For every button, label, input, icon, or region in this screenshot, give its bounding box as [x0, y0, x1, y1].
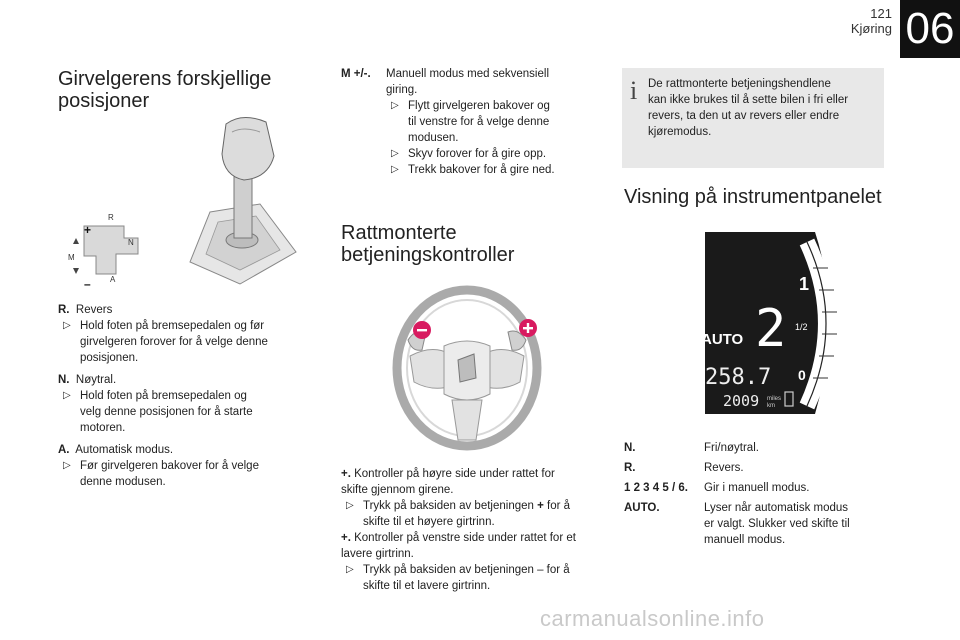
title-line: Girvelgerens forskjellige — [58, 68, 272, 90]
definition-row — [624, 480, 884, 496]
bullet — [386, 98, 555, 146]
list-item — [58, 372, 310, 436]
info-text — [648, 76, 878, 140]
bullet-line: denne modusen. — [80, 476, 166, 488]
bullet-marker-icon: ▷ — [63, 460, 71, 471]
bullet-marker-icon: ▷ — [63, 390, 71, 401]
fuel-half-label: 1/2 — [795, 322, 808, 332]
page-header — [851, 6, 892, 36]
manual-mode-item — [341, 66, 581, 178]
odometer-readout: 2009 — [723, 392, 760, 410]
text-line: kan ikke brukes til å sette bilen i fri eller — [648, 94, 849, 106]
definition-row — [624, 500, 884, 548]
text-line: skifte gjennom girene. — [341, 484, 454, 496]
bullet-line: Skyv forover for å gire opp. — [408, 148, 547, 160]
bullet-line: posisjonen. — [80, 352, 139, 364]
chapter-tab: 06 — [900, 0, 960, 58]
bullet-line: Hold foten på bremsepedalen og — [80, 390, 247, 402]
definition-key: N. — [624, 442, 636, 454]
section-title-steering-controls — [341, 222, 514, 266]
title-line: betjeningskontroller — [341, 244, 515, 266]
diagram-label-m: M — [68, 253, 75, 262]
title-line: posisjoner — [58, 90, 150, 112]
item-key: M +/-. — [341, 68, 371, 80]
bullet-line: for å — [543, 500, 571, 512]
bullet-line: modusen. — [408, 132, 459, 144]
text-line: Lyser når automatisk modus — [704, 502, 849, 514]
item-key: N. — [58, 374, 70, 386]
bullet-marker-icon: ▷ — [391, 100, 399, 111]
item-label: Automatisk modus. — [75, 444, 174, 456]
list-item — [58, 302, 310, 366]
fuel-empty-label: 0 — [798, 367, 806, 383]
definition-row — [624, 440, 884, 456]
definition-value: Fri/nøytral. — [704, 442, 759, 454]
trip-readout: 258.7 — [705, 365, 772, 390]
bullet-line: skifte til et lavere girtrinn. — [363, 580, 491, 592]
gear-indicator: 2 — [755, 299, 787, 359]
bullet-marker-icon: ▷ — [346, 564, 354, 575]
bullet — [386, 162, 555, 178]
section-title-instrument-panel: Visning på instrumentpanelet — [624, 186, 882, 208]
definition-row — [624, 460, 884, 476]
bullet — [58, 388, 310, 436]
bullet-line: Før girvelgeren bakover for å velge — [80, 460, 259, 472]
bullet — [58, 458, 310, 490]
gear-position-list — [58, 302, 310, 490]
definition-key: AUTO. — [624, 502, 660, 514]
paragraph — [341, 466, 599, 498]
steering-controls-text — [341, 466, 599, 594]
item-key: +. — [341, 532, 351, 544]
bullet-line: Trykk på baksiden av betjeningen — [363, 500, 538, 512]
section-name: Kjøring — [850, 21, 892, 36]
item-label: Revers — [75, 304, 113, 316]
text-line: Manuell modus med sekvensiell — [386, 68, 549, 80]
text-line: manuell modus. — [704, 534, 786, 546]
section-title-gear-positions — [58, 68, 271, 112]
text-line: Kontroller på høyre side under rattet for — [350, 468, 555, 480]
unit-km: km — [767, 403, 775, 409]
paragraph — [341, 530, 599, 562]
bullet — [58, 318, 310, 366]
bullet-line: Trykk på baksiden av betjeningen – for å — [363, 564, 570, 576]
text-line: revers, ta den ut av revers eller endre — [648, 110, 840, 122]
diagram-label-r: R — [108, 213, 114, 222]
text-line: lavere girtrinn. — [341, 548, 414, 560]
bullet-line: velg denne posisjonen for å starte — [80, 406, 253, 418]
indicator-definitions — [624, 440, 884, 548]
bullet-marker-icon: ▷ — [63, 320, 71, 331]
steering-wheel-illustration — [392, 282, 542, 452]
auto-indicator: AUTO — [701, 331, 744, 348]
arrow-up-icon — [73, 238, 79, 244]
definition-value — [704, 500, 850, 548]
diagram-label-plus: + — [84, 223, 92, 237]
bullet-line: Hold foten på bremsepedalen og før — [80, 320, 265, 332]
info-box — [622, 68, 884, 168]
diagram-label-a: A — [110, 275, 116, 284]
bullet-marker-icon: ▷ — [391, 148, 399, 159]
bullet — [341, 498, 599, 530]
page-number: 121 — [870, 6, 892, 21]
text-line: kjøremodus. — [648, 126, 712, 138]
fuel-full-label: 1 — [799, 274, 810, 294]
bullet-marker-icon: ▷ — [346, 500, 354, 511]
info-icon: i — [630, 76, 638, 105]
arrow-down-icon — [73, 268, 79, 274]
definition-value: Gir i manuell modus. — [704, 482, 810, 494]
bullet-line: skifte til et høyere girtrinn. — [363, 516, 495, 528]
plus-symbol: + — [537, 500, 544, 512]
item-key: +. — [341, 468, 351, 480]
bullet — [386, 146, 555, 162]
bullet — [341, 562, 599, 594]
definition-key: R. — [624, 462, 636, 474]
item-key: R. — [58, 304, 70, 316]
title-line: Rattmonterte — [341, 222, 457, 244]
unit-miles: miles — [767, 396, 782, 402]
text-line: De rattmonterte betjeningshendlene — [648, 78, 831, 90]
gear-lever-illustration — [170, 112, 300, 288]
bullet-line: til venstre for å velge denne — [408, 116, 550, 128]
item-key: A. — [58, 444, 70, 456]
text-line: er valgt. Slukker ved skifte til — [704, 518, 850, 530]
text-line: giring. — [386, 84, 418, 96]
definition-value: Revers. — [704, 462, 744, 474]
instrument-cluster-display — [695, 228, 845, 418]
bullet-line: girvelgeren forover for å velge denne — [80, 336, 268, 348]
definition-key: 1 2 3 4 5 / 6. — [624, 482, 688, 494]
diagram-label-n: N — [128, 238, 134, 247]
gear-pattern-diagram — [66, 208, 152, 290]
bullet-line: Flytt girvelgeren bakover og — [408, 100, 550, 112]
bullet-marker-icon: ▷ — [391, 164, 399, 175]
bullet-line: Trekk bakover for å gire ned. — [408, 164, 555, 176]
diagram-label-minus: – — [84, 277, 91, 290]
text-line: Kontroller på venstre side under rattet for et — [350, 532, 576, 544]
list-item — [58, 442, 310, 490]
item-label: Nøytral. — [75, 374, 117, 386]
bullet-line: motoren. — [80, 422, 126, 434]
watermark: carmanualsonline.info — [540, 606, 765, 631]
